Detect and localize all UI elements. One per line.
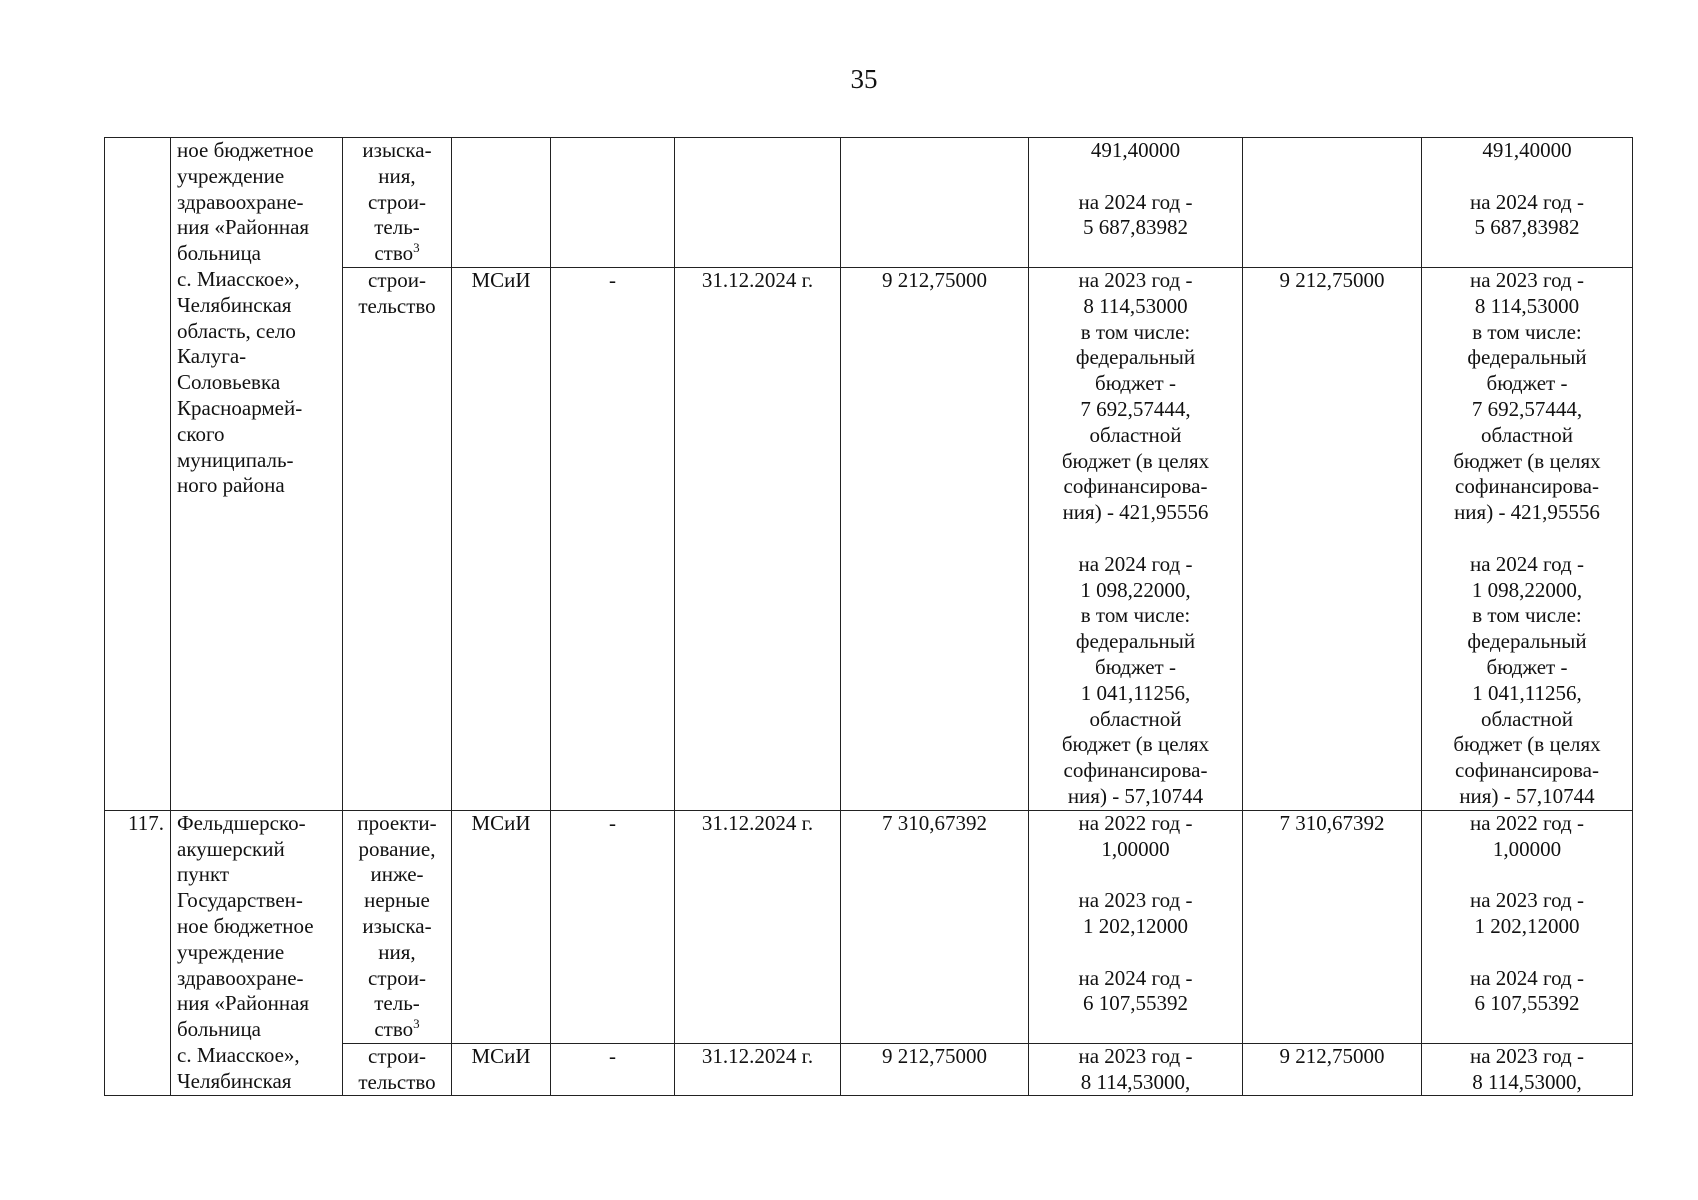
funding-cell bbox=[1029, 810, 1243, 1043]
text-line: акушерский bbox=[177, 836, 285, 861]
text-line: софинансирова- bbox=[1063, 758, 1208, 783]
text-line: 8 114,53000 bbox=[1083, 293, 1188, 318]
blank-line bbox=[1035, 862, 1236, 888]
blank-line bbox=[1428, 164, 1626, 190]
blank-line bbox=[1035, 940, 1236, 966]
text-line: Государствен- bbox=[177, 888, 303, 913]
text-line: федеральный bbox=[1075, 345, 1196, 370]
text-line: на 2024 год - bbox=[1078, 551, 1193, 576]
text-line: на 2024 год - bbox=[1078, 189, 1193, 214]
text-line: бюджет - bbox=[1486, 654, 1568, 679]
date-cell: 31.12.2024 г. bbox=[675, 1043, 841, 1096]
text-line: 8 114,53000, bbox=[1472, 1069, 1582, 1094]
text-line: на 2023 год - bbox=[1078, 888, 1193, 913]
text-line: 1 098,22000, bbox=[1471, 577, 1583, 602]
text-line: ство$^3$ bbox=[374, 1016, 420, 1042]
text-line: ния, bbox=[378, 163, 416, 188]
date-cell: 31.12.2024 г. bbox=[675, 267, 841, 810]
text-line: софинансирова- bbox=[1455, 758, 1599, 783]
total-cell: 9 212,75000 bbox=[1243, 1043, 1422, 1096]
text-line: Фельдшерско- bbox=[177, 810, 306, 835]
executor-cell: МСиИ bbox=[452, 1043, 551, 1096]
text-line: на 2022 год - bbox=[1078, 810, 1193, 835]
text-line: больница bbox=[177, 241, 261, 266]
date-cell: 31.12.2024 г. bbox=[675, 810, 841, 1043]
text-line: федеральный bbox=[1075, 629, 1196, 654]
text-line: учреждение bbox=[177, 163, 285, 188]
object-name-cell bbox=[171, 810, 343, 1096]
text-line: на 2024 год - bbox=[1078, 965, 1193, 990]
text-line: муниципаль- bbox=[177, 447, 294, 472]
funding-cell bbox=[1029, 1043, 1243, 1096]
work-type-cell bbox=[343, 1043, 452, 1096]
text-line: ное бюджетное bbox=[177, 913, 314, 938]
text-line: 8 114,53000 bbox=[1474, 293, 1580, 318]
text-line: с. Миасское», bbox=[177, 266, 300, 291]
text-line: ния) - 57,10744 bbox=[1067, 783, 1204, 808]
text-line: 491,40000 bbox=[1482, 138, 1572, 162]
dash-cell: - bbox=[551, 267, 675, 810]
text-line: Соловьевка bbox=[177, 370, 281, 395]
executor-cell bbox=[452, 138, 551, 268]
text-line: Красноармей- bbox=[177, 395, 303, 420]
blank-line bbox=[1035, 164, 1236, 190]
text-line: тель- bbox=[374, 991, 420, 1016]
total-cell: 7 310,67392 bbox=[1243, 810, 1422, 1043]
text-line: в том числе: bbox=[1472, 603, 1582, 628]
text-line: в том числе: bbox=[1472, 319, 1582, 344]
text-line: изыска- bbox=[362, 913, 432, 938]
text-line: бюджет - bbox=[1095, 654, 1176, 679]
text-line: ния «Районная bbox=[177, 991, 310, 1016]
blank-line bbox=[1428, 526, 1626, 552]
text-line: ного района bbox=[177, 473, 285, 498]
text-line: строи- bbox=[368, 1043, 426, 1068]
text-line: 1 041,11256, bbox=[1080, 680, 1191, 705]
funding-cell bbox=[1029, 267, 1243, 810]
text-line: 7 692,57444, bbox=[1471, 396, 1583, 421]
row-number-cell bbox=[105, 138, 171, 811]
text-line: ния «Районная bbox=[177, 215, 310, 240]
text-line: ство$^3$ bbox=[374, 240, 420, 266]
total-cell bbox=[1243, 138, 1422, 268]
table-row bbox=[105, 810, 1633, 1043]
text-line: софинансирова- bbox=[1063, 474, 1208, 499]
text-line: рование, bbox=[358, 836, 436, 861]
text-line: на 2024 год - bbox=[1470, 551, 1584, 576]
text-line: областной bbox=[1481, 706, 1573, 731]
text-line: тель- bbox=[374, 215, 420, 240]
text-line: 1 202,12000 bbox=[1474, 913, 1580, 938]
text-line: тельство bbox=[358, 293, 436, 318]
text-line: больница bbox=[177, 1017, 261, 1042]
text-line: Челябинская bbox=[177, 1068, 292, 1093]
text-line: 1 098,22000, bbox=[1080, 577, 1191, 602]
text-line: областной bbox=[1089, 422, 1182, 447]
text-line: с. Миасское», bbox=[177, 1042, 300, 1067]
text-line: область, село bbox=[177, 318, 296, 343]
text-line: 491,40000 bbox=[1090, 138, 1181, 162]
footnote-marker: 3 bbox=[413, 1016, 420, 1032]
text-line: бюджет (в целях bbox=[1453, 732, 1601, 757]
text-line: ского bbox=[177, 421, 225, 446]
text-line: софинансирова- bbox=[1455, 474, 1599, 499]
text-line: 7 692,57444, bbox=[1080, 396, 1191, 421]
cost-cell: 9 212,75000 bbox=[841, 267, 1029, 810]
text-line: нерные bbox=[364, 888, 430, 913]
text-line: областной bbox=[1089, 706, 1182, 731]
total-cell: 9 212,75000 bbox=[1243, 267, 1422, 810]
text-line: областной bbox=[1481, 422, 1573, 447]
text-line: на 2024 год - bbox=[1470, 189, 1584, 214]
work-type-cell bbox=[343, 138, 452, 268]
text-line: бюджет (в целях bbox=[1061, 448, 1210, 473]
executor-cell: МСиИ bbox=[452, 267, 551, 810]
footnote-marker: 3 bbox=[413, 240, 420, 256]
text-line: строи- bbox=[368, 965, 426, 990]
text-line: на 2023 год - bbox=[1078, 1043, 1193, 1068]
text-line: на 2022 год - bbox=[1470, 810, 1584, 835]
dash-cell: - bbox=[551, 1043, 675, 1096]
funding-repeat-cell bbox=[1422, 1043, 1633, 1096]
object-name-cell bbox=[171, 138, 343, 811]
dash-cell bbox=[551, 138, 675, 268]
text-line: в том числе: bbox=[1080, 603, 1191, 628]
text-line: 1,00000 bbox=[1492, 836, 1562, 861]
text-line: 1 202,12000 bbox=[1083, 913, 1188, 938]
text-line: бюджет - bbox=[1486, 371, 1568, 396]
blank-line bbox=[1428, 862, 1626, 888]
cost-cell bbox=[841, 138, 1029, 268]
text-line: 8 114,53000, bbox=[1080, 1069, 1191, 1094]
funding-repeat-cell bbox=[1422, 810, 1633, 1043]
text-line: 1,00000 bbox=[1101, 836, 1170, 861]
executor-cell: МСиИ bbox=[452, 810, 551, 1043]
text-line: пункт bbox=[177, 862, 230, 887]
text-line: 6 107,55392 bbox=[1474, 991, 1580, 1016]
text-line: на 2023 год - bbox=[1470, 888, 1584, 913]
text-line: бюджет (в целях bbox=[1453, 448, 1601, 473]
text-line: на 2023 год - bbox=[1078, 267, 1193, 292]
text-line: инже- bbox=[370, 862, 424, 887]
text-line: ния) - 421,95556 bbox=[1062, 500, 1209, 525]
funding-repeat-cell bbox=[1422, 267, 1633, 810]
text-line: федеральный bbox=[1467, 629, 1587, 654]
cost-cell: 7 310,67392 bbox=[841, 810, 1029, 1043]
text-line: в том числе: bbox=[1080, 319, 1191, 344]
text-line: 5 687,83982 bbox=[1083, 215, 1188, 240]
text-line: здравоохране- bbox=[177, 189, 304, 214]
text-line: федеральный bbox=[1467, 345, 1587, 370]
text-line: Челябинская bbox=[177, 292, 292, 317]
text-line: тельство bbox=[358, 1069, 436, 1094]
text-line: проекти- bbox=[357, 810, 437, 835]
text-line: на 2023 год - bbox=[1470, 267, 1584, 292]
funding-cell bbox=[1029, 138, 1243, 268]
dash-cell: - bbox=[551, 810, 675, 1043]
page-number: 35 bbox=[850, 64, 878, 94]
text-line: строи- bbox=[368, 189, 426, 214]
text-line: 6 107,55392 bbox=[1083, 991, 1188, 1016]
blank-line bbox=[1035, 526, 1236, 552]
work-type-cell bbox=[343, 810, 452, 1043]
date-cell bbox=[675, 138, 841, 268]
text-line: на 2023 год - bbox=[1470, 1043, 1584, 1068]
row-number-cell: 117. bbox=[105, 810, 171, 1096]
text-line: ния, bbox=[378, 939, 416, 964]
blank-line bbox=[1428, 940, 1626, 966]
work-type-cell bbox=[343, 267, 452, 810]
text-line: 1 041,11256, bbox=[1472, 680, 1582, 705]
text-line: учреждение bbox=[177, 939, 285, 964]
text-line: бюджет - bbox=[1095, 371, 1176, 396]
cost-cell: 9 212,75000 bbox=[841, 1043, 1029, 1096]
table-row bbox=[105, 138, 1633, 268]
text-line: бюджет (в целях bbox=[1061, 732, 1210, 757]
text-line: на 2024 год - bbox=[1470, 965, 1584, 990]
funding-repeat-cell bbox=[1422, 138, 1633, 268]
text-line: ное бюджетное bbox=[177, 138, 314, 162]
text-line: 5 687,83982 bbox=[1474, 215, 1580, 240]
text-line: здравоохране- bbox=[177, 965, 304, 990]
text-line: ния) - 57,10744 bbox=[1459, 783, 1595, 808]
text-line: Калуга- bbox=[177, 344, 247, 369]
text-line: изыска- bbox=[362, 138, 432, 162]
investment-objects-table bbox=[104, 137, 1633, 1096]
text-line: строи- bbox=[368, 267, 426, 292]
text-line: ния) - 421,95556 bbox=[1454, 500, 1600, 525]
